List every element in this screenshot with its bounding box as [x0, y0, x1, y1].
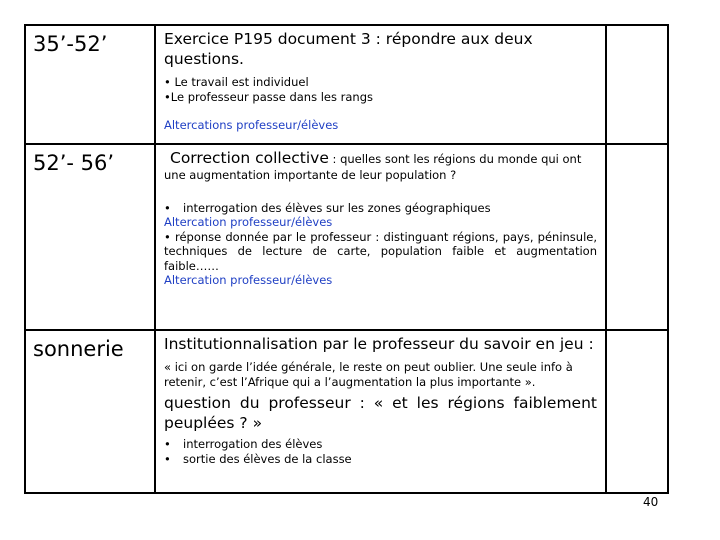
page-number: 40 — [643, 495, 659, 509]
altercation-note: Altercation professeur/élèves — [164, 273, 333, 287]
table-row — [25, 144, 668, 330]
altercation-note: Altercation professeur/élèves — [164, 215, 333, 229]
activity-cell — [155, 330, 606, 493]
time-cell — [25, 25, 155, 144]
teacher-quote: « ici on garde l’idée générale, le reste on peut oublier. Une seule info à retenir, c’est l’Afrique qui a l’augmentation la plus importante ». — [164, 360, 573, 389]
list-item: • réponse donnée par le professeur : distinguant régions, pays, péninsule, techniques de lecture de carte, population faible et augmentation faible…… — [164, 229, 598, 273]
list-item: • sortie des élèves de la classe — [164, 451, 352, 466]
table-row — [25, 25, 668, 144]
empty-cell — [606, 330, 668, 493]
time-cell — [25, 144, 155, 330]
lesson-table — [24, 24, 669, 494]
empty-cell — [606, 144, 668, 330]
list-item: • Le professeur passe dans les rangs — [164, 89, 374, 104]
empty-cell — [606, 25, 668, 144]
teacher-question: question du professeur : « et les régions faiblement peuplées ? » — [164, 394, 597, 432]
time-label: 35’-52’ — [33, 32, 108, 56]
activity-cell — [155, 144, 606, 330]
list-item: • Le travail est individuel — [164, 75, 309, 89]
activity-heading: Correction collective — [170, 149, 329, 167]
table-row — [25, 330, 668, 493]
altercation-note: Altercations professeur/élèves — [164, 118, 339, 132]
activity-heading: Exercice P195 document 3 : répondre aux deux questions. — [164, 30, 533, 68]
activity-question: : quelles sont les régions du monde qui ont une augmentation importante de leur population ? — [164, 152, 582, 182]
list-item: • interrogation des élèves sur les zones géographiques — [164, 200, 491, 215]
activity-heading: Institutionnalisation par le professeur du savoir en jeu : — [164, 335, 594, 353]
activity-cell — [155, 25, 606, 144]
list-item: • interrogation des élèves — [164, 437, 323, 451]
time-label: sonnerie — [33, 337, 124, 361]
time-label: 52’- 56’ — [33, 151, 115, 175]
time-cell — [25, 330, 155, 493]
